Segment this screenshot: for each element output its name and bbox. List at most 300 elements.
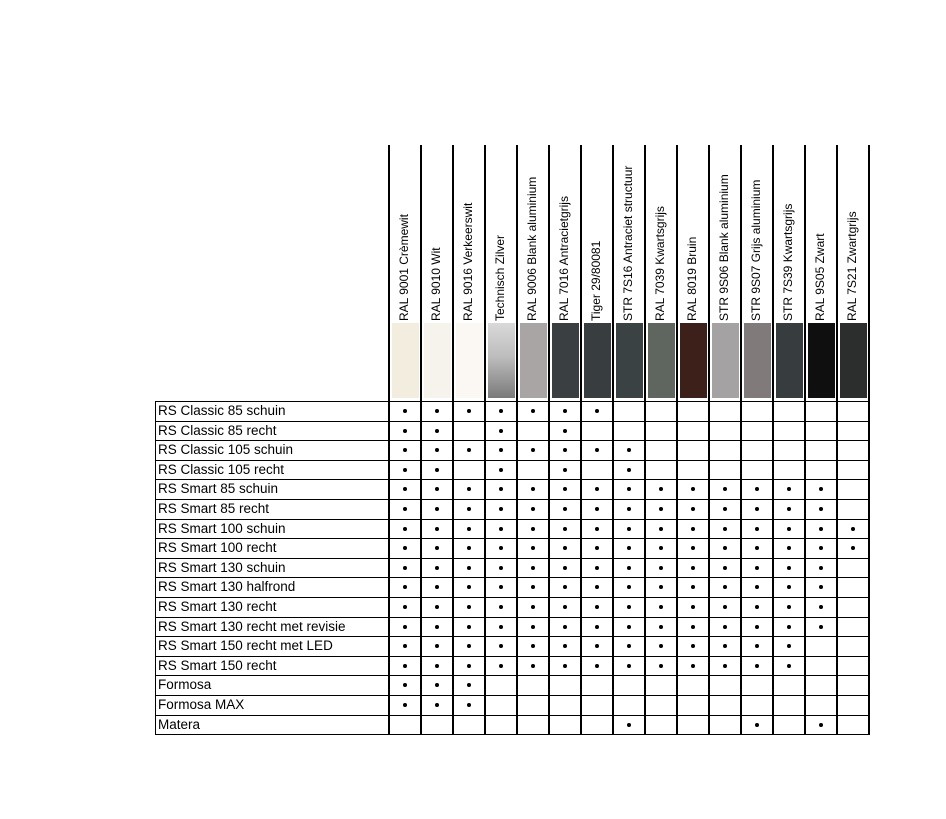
availability-dot [453,519,485,538]
dot-icon [723,507,727,511]
dot-icon [467,546,471,550]
dot-icon [659,644,663,648]
dot-icon [403,585,407,589]
dot-icon [499,566,503,570]
dot-icon [659,664,663,668]
availability-dot [773,479,805,498]
availability-dot [645,636,677,655]
dot-icon [819,546,823,550]
availability-dot [421,597,453,616]
dot-icon [435,429,439,433]
dot-icon [819,527,823,531]
availability-dot [773,636,805,655]
dot-icon [659,566,663,570]
column-label: STR 7S39 Kwartsgrijs [781,203,795,321]
dot-icon [563,625,567,629]
dot-icon [691,644,695,648]
row-label: RS Smart 85 recht [158,501,270,516]
dot-icon [563,585,567,589]
dot-icon [435,644,439,648]
availability-dot [453,479,485,498]
row-label: RS Smart 130 schuin [158,560,286,575]
dot-icon [595,585,599,589]
dot-icon [467,644,471,648]
column-header [837,145,869,323]
color-swatch [456,323,483,398]
availability-dot [389,460,421,479]
availability-dot [677,499,709,518]
dot-icon [531,585,535,589]
dot-icon [531,527,535,531]
availability-dot [453,656,485,675]
dot-icon [435,527,439,531]
availability-dot [421,538,453,557]
row-label: Formosa [158,677,212,692]
column-header [517,145,549,323]
dot-icon [691,664,695,668]
column-header [485,145,517,323]
dot-icon [787,605,791,609]
dot-icon [691,625,695,629]
availability-dot [677,636,709,655]
availability-dot [709,617,741,636]
availability-dot [581,440,613,459]
availability-dot [485,401,517,420]
dot-icon [435,546,439,550]
column-label: RAL 7016 Antracietgrijs [557,196,571,321]
availability-dot [645,597,677,616]
dot-icon [787,507,791,511]
availability-dot [677,558,709,577]
dot-icon [467,585,471,589]
availability-dot [485,460,517,479]
availability-dot [805,715,837,734]
availability-dot [389,421,421,440]
availability-dot [645,538,677,557]
dot-icon [787,664,791,668]
availability-dot [709,499,741,518]
availability-dot [389,499,421,518]
dot-icon [691,546,695,550]
dot-icon [787,585,791,589]
availability-dot [549,460,581,479]
availability-dot [613,460,645,479]
availability-dot [389,401,421,420]
dot-icon [563,546,567,550]
dot-icon [467,664,471,668]
color-swatch [712,323,739,398]
availability-dot [709,558,741,577]
dot-icon [403,429,407,433]
dot-icon [499,409,503,413]
availability-dot [805,577,837,596]
availability-dot [581,558,613,577]
availability-dot [517,636,549,655]
availability-dot [549,617,581,636]
availability-dot [421,558,453,577]
availability-dot [549,479,581,498]
availability-dot [741,577,773,596]
availability-dot [677,617,709,636]
column-header [389,145,421,323]
availability-dot [389,479,421,498]
column-header [741,145,773,323]
availability-dot [805,597,837,616]
dot-icon [435,625,439,629]
availability-dot [677,577,709,596]
color-swatch [808,323,835,398]
dot-icon [435,585,439,589]
availability-dot [549,656,581,675]
dot-icon [627,585,631,589]
availability-dot [453,577,485,596]
availability-dot [421,577,453,596]
dot-icon [531,546,535,550]
availability-dot [485,558,517,577]
row-label: RS Smart 150 recht [158,658,277,673]
dot-icon [595,566,599,570]
availability-dot [645,519,677,538]
column-header [421,145,453,323]
dot-icon [723,487,727,491]
row-label: RS Smart 100 schuin [158,521,286,536]
dot-icon [627,605,631,609]
availability-dot [517,440,549,459]
availability-dot [453,617,485,636]
availability-dot [741,715,773,734]
availability-dot [805,538,837,557]
column-label: RAL 8019 Bruin [685,236,699,321]
column-label: RAL 9016 Verkeerswit [461,202,475,321]
availability-dot [741,597,773,616]
availability-dot [581,479,613,498]
dot-icon [691,507,695,511]
dot-icon [659,527,663,531]
availability-dot [389,577,421,596]
dot-icon [819,507,823,511]
availability-dot [581,401,613,420]
row-label: RS Smart 100 recht [158,540,277,555]
availability-dot [517,519,549,538]
availability-dot [773,597,805,616]
availability-dot [677,597,709,616]
color-swatch [680,323,707,398]
column-header [581,145,613,323]
dot-icon [435,468,439,472]
dot-icon [403,527,407,531]
dot-icon [563,409,567,413]
availability-dot [613,519,645,538]
availability-dot [773,577,805,596]
availability-dot [741,479,773,498]
row-label: Formosa MAX [158,697,245,712]
availability-dot [773,656,805,675]
dot-icon [467,507,471,511]
dot-icon [435,507,439,511]
dot-icon [595,664,599,668]
availability-dot [741,558,773,577]
dot-icon [723,625,727,629]
dot-icon [787,625,791,629]
dot-icon [819,487,823,491]
availability-dot [389,636,421,655]
availability-dot [517,617,549,636]
dot-icon [403,664,407,668]
column-header [645,145,677,323]
dot-icon [467,625,471,629]
availability-dot [389,519,421,538]
color-swatch [616,323,643,398]
availability-dot [421,421,453,440]
column-header [709,145,741,323]
availability-dot [613,597,645,616]
column-label: RAL 9001 Crèmewit [397,214,411,321]
dot-icon [627,625,631,629]
dot-icon [627,487,631,491]
availability-dot [485,479,517,498]
column-label: Tiger 29/80081 [589,240,603,321]
dot-icon [691,566,695,570]
dot-icon [563,527,567,531]
availability-dot [485,617,517,636]
dot-icon [499,487,503,491]
color-swatch [520,323,547,398]
availability-dot [741,636,773,655]
dot-icon [435,566,439,570]
dot-icon [467,703,471,707]
dot-icon [755,546,759,550]
dot-icon [659,507,663,511]
availability-dot [421,675,453,694]
availability-dot [389,695,421,714]
availability-dot [485,440,517,459]
dot-icon [819,566,823,570]
row-label: RS Classic 105 schuin [158,442,294,457]
dot-icon [627,468,631,472]
availability-dot [421,636,453,655]
dot-icon [467,605,471,609]
availability-dot [549,421,581,440]
dot-icon [755,566,759,570]
availability-dot [645,656,677,675]
dot-icon [435,409,439,413]
dot-icon [691,585,695,589]
dot-icon [755,487,759,491]
availability-dot [549,519,581,538]
column-header [549,145,581,323]
dot-icon [691,605,695,609]
availability-dot [581,499,613,518]
column-header [677,145,709,323]
dot-icon [851,527,855,531]
dot-icon [531,625,535,629]
dot-icon [723,527,727,531]
dot-icon [691,487,695,491]
grid-hline [155,675,870,676]
dot-icon [819,723,823,727]
availability-dot [517,656,549,675]
dot-icon [563,644,567,648]
dot-icon [435,448,439,452]
dot-icon [755,527,759,531]
availability-dot [773,617,805,636]
dot-icon [531,448,535,452]
availability-dot [709,597,741,616]
column-label: STR 9S06 Blank aluminium [717,174,731,321]
row-label: RS Classic 85 recht [158,423,277,438]
column-label: STR 7S16 Antraciet structuur [621,165,635,321]
availability-dot [485,421,517,440]
availability-dot [485,538,517,557]
availability-dot [645,577,677,596]
availability-dot [453,538,485,557]
availability-dot [613,636,645,655]
column-label: STR 9S07 Grijs aluminium [749,179,763,321]
availability-dot [709,519,741,538]
dot-icon [435,487,439,491]
availability-dot [549,636,581,655]
availability-dot [709,479,741,498]
availability-dot [389,538,421,557]
dot-icon [403,487,407,491]
availability-dot [421,656,453,675]
row-label: RS Smart 85 schuin [158,481,279,496]
availability-dot [517,401,549,420]
dot-icon [563,448,567,452]
dot-icon [787,546,791,550]
dot-icon [595,507,599,511]
dot-icon [467,527,471,531]
dot-icon [467,566,471,570]
availability-dot [613,479,645,498]
availability-dot [389,440,421,459]
availability-dot [709,577,741,596]
availability-dot [549,440,581,459]
availability-dot [421,479,453,498]
color-swatch [552,323,579,398]
availability-dot [805,479,837,498]
availability-dot [773,499,805,518]
dot-icon [819,625,823,629]
dot-icon [499,605,503,609]
dot-icon [627,664,631,668]
dot-icon [787,566,791,570]
dot-icon [403,566,407,570]
availability-dot [581,538,613,557]
availability-dot [773,538,805,557]
row-label: RS Classic 105 recht [158,462,285,477]
color-swatch [424,323,451,398]
dot-icon [659,625,663,629]
availability-dot [645,558,677,577]
dot-icon [659,605,663,609]
availability-dot [773,558,805,577]
dot-icon [723,566,727,570]
dot-icon [531,409,535,413]
availability-dot [485,519,517,538]
dot-icon [723,585,727,589]
availability-dot [613,440,645,459]
availability-dot [613,577,645,596]
row-label: RS Classic 85 schuin [158,403,286,418]
dot-icon [723,605,727,609]
availability-dot [421,519,453,538]
availability-dot [389,656,421,675]
dot-icon [499,468,503,472]
dot-icon [467,683,471,687]
dot-icon [435,683,439,687]
availability-dot [421,440,453,459]
availability-dot [421,499,453,518]
dot-icon [659,546,663,550]
dot-icon [755,664,759,668]
dot-icon [403,605,407,609]
dot-icon [403,644,407,648]
availability-dot [517,597,549,616]
availability-dot [581,617,613,636]
dot-icon [755,723,759,727]
availability-dot [485,636,517,655]
dot-icon [499,644,503,648]
availability-dot [517,538,549,557]
dot-icon [595,527,599,531]
color-swatch [584,323,611,398]
availability-dot [421,401,453,420]
row-label: RS Smart 130 recht [158,599,277,614]
row-label: Matera [158,717,201,732]
dot-icon [403,448,407,452]
availability-dot [453,695,485,714]
availability-dot [453,597,485,616]
availability-dot [613,715,645,734]
dot-icon [531,507,535,511]
column-label: RAL 9006 Blank aluminium [525,176,539,321]
dot-icon [627,644,631,648]
dot-icon [595,644,599,648]
color-swatch [648,323,675,398]
dot-icon [851,546,855,550]
dot-icon [627,527,631,531]
availability-dot [709,656,741,675]
dot-icon [787,527,791,531]
grid-hline [155,734,870,735]
dot-icon [627,448,631,452]
availability-dot [421,460,453,479]
dot-icon [499,507,503,511]
color-swatch [776,323,803,398]
availability-dot [485,656,517,675]
availability-dot [677,538,709,557]
availability-dot [453,401,485,420]
availability-dot [485,577,517,596]
dot-icon [531,487,535,491]
column-label: RAL 7S21 Zwartgrijs [845,211,859,321]
availability-dot [453,675,485,694]
grid-vline [155,401,156,734]
dot-icon [691,527,695,531]
column-label: RAL 7039 Kwartsgrijs [653,206,667,321]
dot-icon [595,409,599,413]
availability-dot [805,558,837,577]
dot-icon [755,625,759,629]
availability-dot [581,519,613,538]
dot-icon [627,546,631,550]
dot-icon [819,585,823,589]
dot-icon [531,605,535,609]
availability-dot [517,479,549,498]
availability-dot [549,401,581,420]
dot-icon [755,644,759,648]
